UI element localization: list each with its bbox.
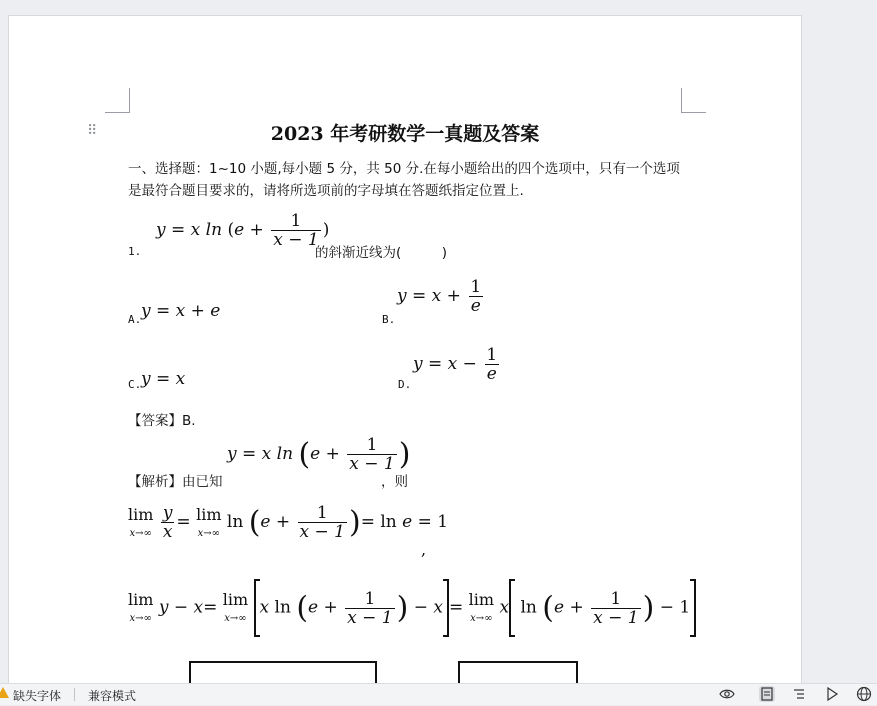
intro-line-2: 是最符合题目要求的，请将所选项前的字母填在答题纸指定位置上. [128, 183, 524, 199]
option-d-label: D. [398, 378, 412, 391]
frac-numerator: 1 [470, 277, 482, 297]
play-icon[interactable] [824, 686, 840, 702]
frac-denominator: x − 1 [347, 607, 393, 628]
option-a-formula: y = x + e [141, 301, 221, 321]
option-d-text: y = x − [413, 354, 477, 374]
margin-corner-left [105, 88, 130, 113]
option-c-formula: y = x [141, 369, 186, 389]
page-title: 2023 年考研数学一真题及答案 [270, 123, 540, 145]
compat-mode-status[interactable]: 兼容模式 [88, 689, 137, 703]
option-c-label: C. [128, 378, 142, 391]
lim-sub: x→∞ [129, 527, 152, 539]
frac-denominator: e [486, 364, 497, 384]
comma: , [421, 540, 427, 559]
limit [128, 506, 153, 540]
question-number: 1. [128, 245, 142, 258]
option-a-label: A. [128, 313, 142, 326]
option-b-text: y = x + [397, 286, 461, 306]
divider [74, 688, 75, 701]
outline-icon[interactable] [791, 686, 807, 702]
limit-equation-2: lim x→∞ y − x= lim x→∞ x ln (e + $\frac{1}{x - 1}$ ) − x = lim x→∞ x ln (e + $\frac{1}{x - 1}$ ) − 1 [128, 579, 696, 637]
formula-text: y = x ln [227, 444, 294, 464]
limit [469, 591, 494, 625]
frac-numerator: 1 [366, 435, 378, 455]
limit [196, 506, 221, 540]
margin-corner-right [681, 88, 706, 113]
frac-denominator: e [470, 296, 481, 316]
frac-numerator: 1 [364, 588, 376, 609]
frac-numerator: 1 [610, 588, 622, 609]
fraction [271, 212, 320, 249]
answer-line: 【答案】B. [128, 413, 196, 429]
intro-line-1: 一、选择题：1~10 小题,每小题 5 分，共 50 分.在每小题给出的四个选项中，只有一个选项 [128, 161, 680, 177]
document-page[interactable] [8, 15, 802, 696]
lim-word: lim [196, 504, 222, 524]
globe-icon[interactable] [856, 686, 872, 702]
option-b-formula [397, 278, 485, 315]
limit-equation-1: lim x→∞ $\frac{y}{x}$ = lim x→∞ ln (e + $\frac{1}{x - 1}$ )= ln e = 1 [128, 503, 449, 542]
option-b-label: B. [382, 313, 396, 326]
lim-word: lim [128, 504, 154, 524]
frac-denominator: x − 1 [349, 454, 395, 474]
drag-handle-icon[interactable]: ⠿ [87, 123, 96, 139]
lim-word: lim [468, 590, 495, 609]
question-suffix: 的斜渐近线为( ) [315, 245, 448, 261]
option-d-formula [413, 346, 501, 383]
fraction [347, 436, 396, 473]
lim-word: lim [222, 590, 249, 609]
lim-sub: x→∞ [470, 613, 493, 624]
analysis-suffix: ，则 [381, 474, 408, 490]
status-bar [0, 683, 877, 705]
analysis-formula: y = x ln (e + $\frac{1}{x - 1}$ ) [227, 435, 411, 474]
lim-sub: x→∞ [224, 613, 247, 624]
lim-sub: x→∞ [129, 613, 152, 624]
limit [223, 591, 248, 625]
frac-denominator: x − 1 [273, 230, 319, 250]
fraction [484, 346, 499, 383]
frac-denominator: x − 1 [593, 607, 639, 628]
analysis-prefix: 【解析】由已知 [128, 474, 223, 490]
warning-icon [0, 687, 9, 698]
lim-sub: x→∞ [197, 527, 220, 539]
formula-text: y = x ln [156, 220, 223, 240]
eye-icon[interactable] [719, 686, 735, 702]
question-formula: y = x ln (e + $\frac{1}{x - 1}$ ) [156, 211, 330, 250]
frac-numerator: 1 [316, 503, 328, 523]
page-view-icon[interactable] [759, 686, 775, 702]
lim-word: lim [128, 590, 154, 609]
frac-numerator: 1 [486, 345, 498, 365]
limit [128, 591, 153, 625]
frac-denominator: x − 1 [299, 522, 345, 542]
fraction [468, 278, 483, 315]
frac-numerator: 1 [290, 211, 302, 231]
missing-font-status[interactable]: 缺失字体 [13, 689, 62, 703]
